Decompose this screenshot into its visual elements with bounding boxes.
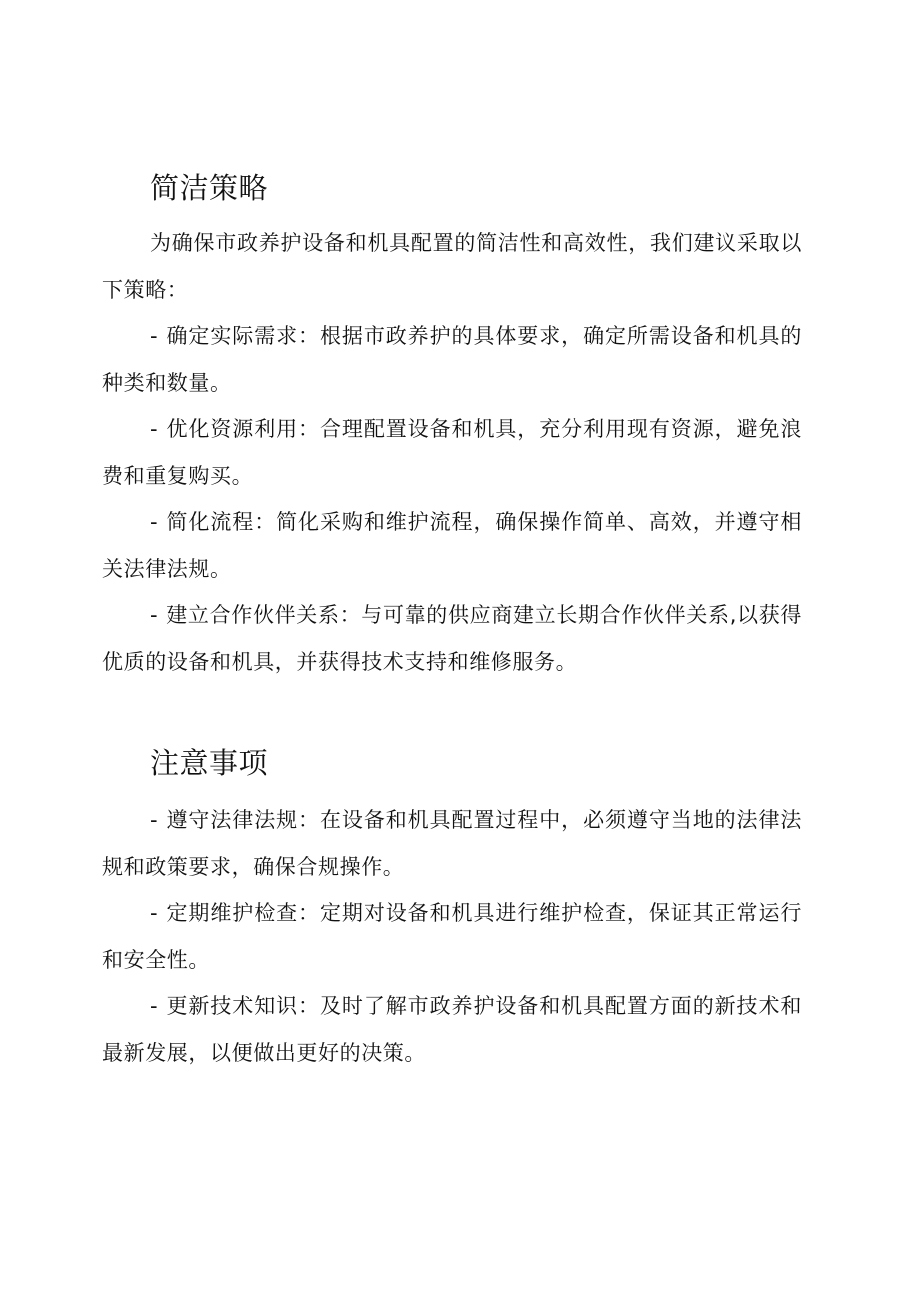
list-dash: - bbox=[150, 603, 159, 627]
strategy-list-item bbox=[0, 499, 920, 592]
list-dash: - bbox=[150, 417, 159, 441]
strategy-list bbox=[0, 313, 920, 685]
list-dash: - bbox=[150, 994, 159, 1018]
notes-section bbox=[0, 743, 920, 1076]
strategy-heading: 简洁策略 bbox=[150, 171, 269, 205]
list-dash: - bbox=[150, 324, 159, 348]
strategy-list-item bbox=[0, 406, 920, 499]
list-item-text: 简化流程：简化采购和维护流程，确保操作简单、高效，并遵守相关法律法规。 bbox=[102, 510, 802, 581]
notes-list-item bbox=[0, 983, 920, 1076]
strategy-section bbox=[0, 168, 920, 685]
list-item-text: 建立合作伙伴关系：与可靠的供应商建立长期合作伙伴关系,以获得优质的设备和机具，并获得技术支持和维修服务。 bbox=[102, 603, 802, 674]
notes-list-item bbox=[0, 797, 920, 890]
list-item-text: 遵守法律法规：在设备和机具配置过程中，必须遵守当地的法律法规和政策要求，确保合规操作。 bbox=[102, 808, 802, 879]
notes-list bbox=[0, 797, 920, 1076]
strategy-intro-paragraph: 为确保市政养护设备和机具配置的简洁性和高效性，我们建议采取以下策略： bbox=[102, 231, 802, 302]
notes-heading: 注意事项 bbox=[150, 746, 269, 780]
strategy-list-item bbox=[0, 313, 920, 406]
list-dash: - bbox=[150, 901, 159, 925]
list-item-text: 优化资源利用：合理配置设备和机具，充分利用现有资源，避免浪费和重复购买。 bbox=[102, 417, 802, 488]
notes-list-item bbox=[0, 890, 920, 983]
list-item-text: 定期维护检查：定期对设备和机具进行维护检查，保证其正常运行和安全性。 bbox=[102, 901, 802, 972]
list-dash: - bbox=[150, 808, 159, 832]
list-dash: - bbox=[150, 510, 159, 534]
list-item-text: 更新技术知识：及时了解市政养护设备和机具配置方面的新技术和最新发展，以便做出更好的决策。 bbox=[102, 994, 802, 1065]
list-item-text: 确定实际需求：根据市政养护的具体要求，确定所需设备和机具的种类和数量。 bbox=[102, 324, 802, 395]
strategy-list-item bbox=[0, 592, 920, 685]
